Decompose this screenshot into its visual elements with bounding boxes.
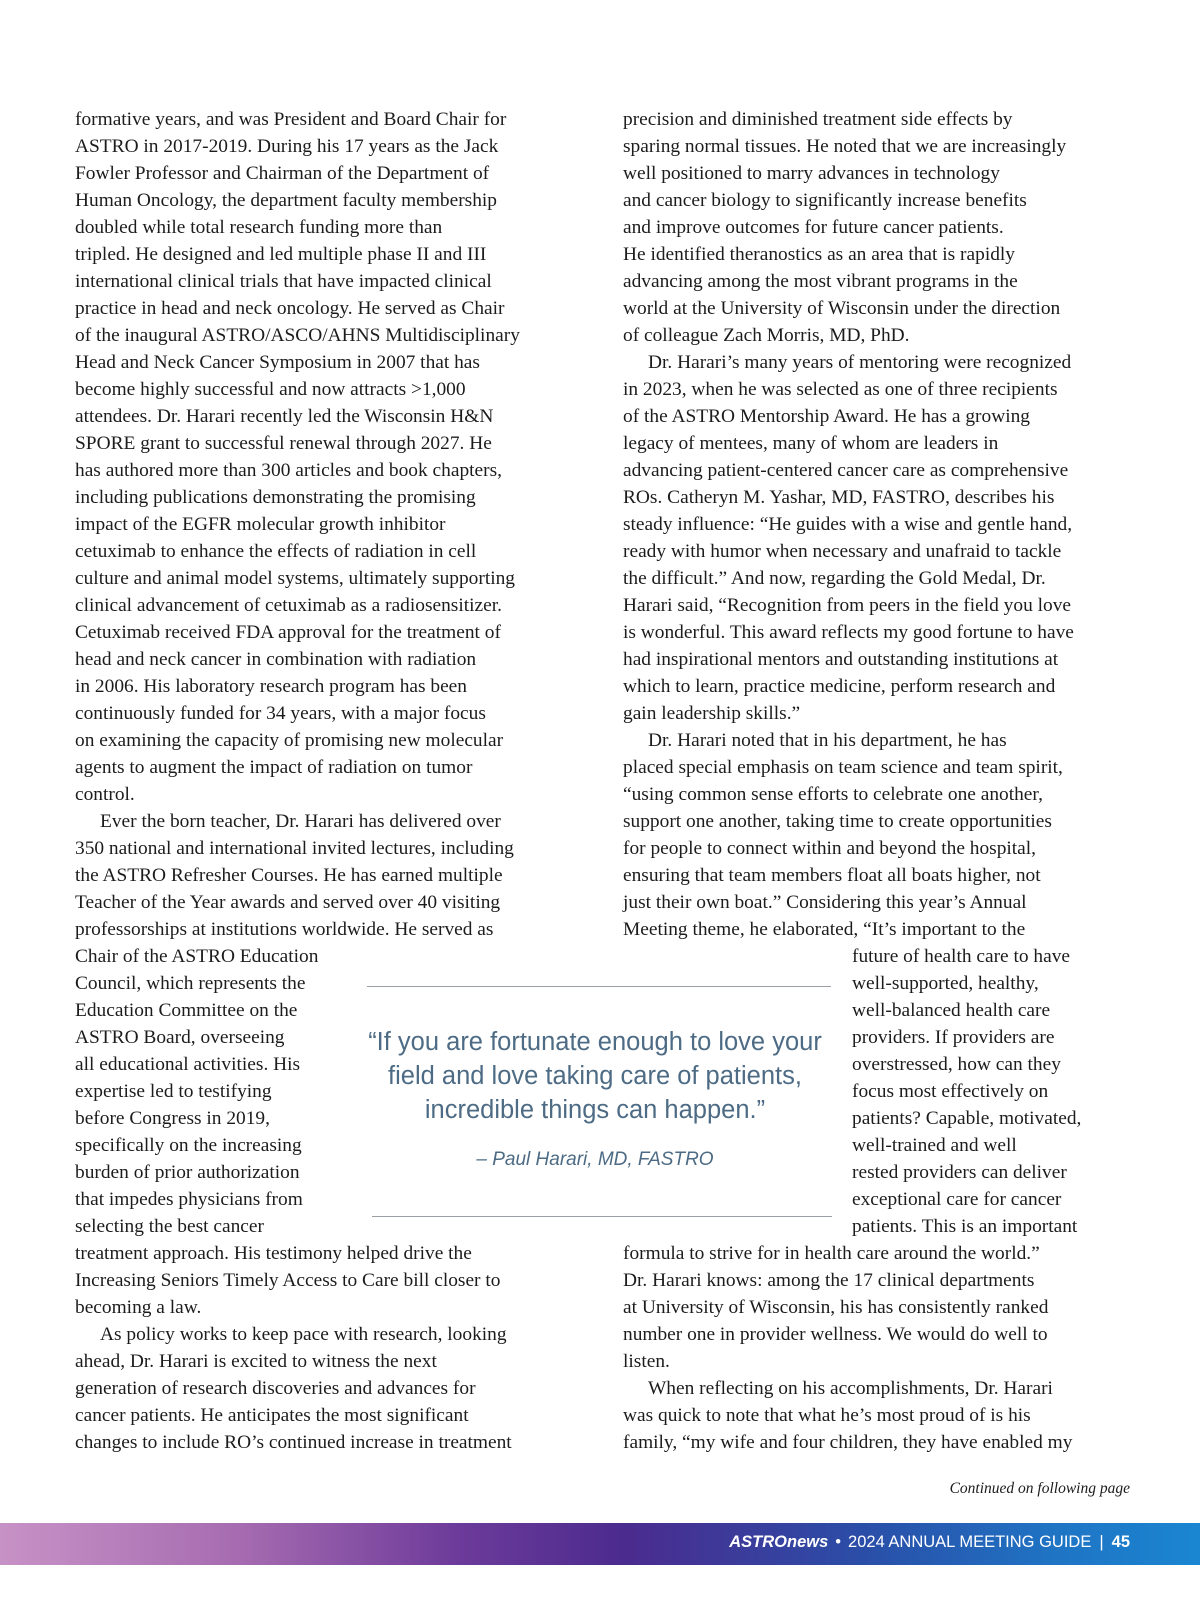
text-line: ensuring that team members float all boats higher, not [623,865,1041,886]
footer-bullet: • [835,1533,842,1551]
text-line: before Congress in 2019, [75,1108,270,1129]
text-line: Dr. Harari noted that in his department, he has [648,730,1007,751]
text-line: ASTRO in 2017-2019. During his 17 years as the Jack [75,136,499,157]
footer-divider: | [1099,1533,1104,1551]
text-line: in 2023, when he was selected as one of three recipients [623,379,1058,400]
text-line: gain leadership skills.” [623,703,801,724]
text-line: and improve outcomes for future cancer patients. [623,217,1004,238]
text-line: family, “my wife and four children, they have enabled my [623,1432,1073,1453]
text-line: He identified theranostics as an area that is rapidly [623,244,1015,265]
text-line: changes to include RO’s continued increase in treatment [75,1432,512,1453]
text-line: control. [75,784,135,805]
text-line: Teacher of the Year awards and served over 40 visiting [75,892,501,913]
text-line: number one in provider wellness. We would do well to [623,1324,1048,1345]
text-line: steady influence: “He guides with a wise and gentle hand, [623,514,1073,535]
text-line: for people to connect within and beyond the hospital, [623,838,1037,859]
text-line: providers. If providers are [852,1027,1055,1048]
text-line: which to learn, practice medicine, perform research and [623,676,1056,697]
text-line: on examining the capacity of promising new molecular [75,730,504,751]
text-line: specifically on the increasing [75,1135,302,1156]
text-line: formative years, and was President and Board Chair for [75,109,507,130]
text-line: the difficult.” And now, regarding the Gold Medal, Dr. [623,568,1046,589]
text-line: at University of Wisconsin, his has consistently ranked [623,1297,1049,1318]
text-line: focus most effectively on [852,1081,1049,1102]
text-line: formula to strive for in health care around the world.” [623,1243,1040,1264]
text-line: exceptional care for cancer [852,1189,1062,1210]
text-line: When reflecting on his accomplishments, Dr. Harari [648,1378,1053,1399]
text-line: the ASTRO Refresher Courses. He has earned multiple [75,865,503,886]
text-line: continuously funded for 34 years, with a major focus [75,703,486,724]
text-line: in 2006. His laboratory research program has been [75,676,467,697]
text-line: attendees. Dr. Harari recently led the Wisconsin H&N [75,406,494,427]
text-line: world at the University of Wisconsin under the direction [623,298,1061,319]
text-line: impact of the EGFR molecular growth inhibitor [75,514,446,535]
footer [729,1533,1130,1552]
text-line: selecting the best cancer [75,1216,264,1237]
text-line: international clinical trials that have impacted clinical [75,271,492,292]
footer-publication: 2024 ANNUAL MEETING GUIDE [848,1533,1092,1551]
text-line: cetuximab to enhance the effects of radiation in cell [75,541,477,562]
text-line: cancer patients. He anticipates the most significant [75,1405,469,1426]
text-line: treatment approach. His testimony helped drive the [75,1243,472,1264]
text-line: tripled. He designed and led multiple phase II and III [75,244,487,265]
text-line: ready with humor when necessary and unafraid to tackle [623,541,1062,562]
text-line: ROs. Catheryn M. Yashar, MD, FASTRO, describes his [623,487,1055,508]
continued-note: Continued on following page [949,1480,1130,1497]
pull-quote-line: incredible things can happen.” [424,1096,766,1124]
text-line: and cancer biology to significantly increase benefits [623,190,1027,211]
text-line: 350 national and international invited lectures, including [75,838,514,859]
text-line: practice in head and neck oncology. He served as Chair [75,298,505,319]
text-line: head and neck cancer in combination with radiation [75,649,477,670]
text-line: has authored more than 300 articles and book chapters, [75,460,502,481]
text-line: legacy of mentees, many of whom are leaders in [623,433,999,454]
text-line: expertise led to testifying [75,1081,272,1102]
text-line: ahead, Dr. Harari is excited to witness the next [75,1351,437,1372]
page-number: 45 [1111,1533,1130,1551]
text-line: was quick to note that what he’s most proud of is his [623,1405,1031,1426]
text-line: including publications demonstrating the promising [75,487,476,508]
text-line: become highly successful and now attracts >1,000 [75,379,466,400]
text-line: of the ASTRO Mentorship Award. He has a growing [623,406,1030,427]
text-line: Meeting theme, he elaborated, “It’s important to the [623,919,1026,940]
text-line: clinical advancement of cetuximab as a radiosensitizer. [75,595,502,616]
text-line: becoming a law. [75,1297,202,1318]
text-line: professorships at institutions worldwide. He served as [75,919,494,940]
text-line: Head and Neck Cancer Symposium in 2007 that has [75,352,480,373]
text-line: sparing normal tissues. He noted that we are increasingly [623,136,1067,157]
text-line: Dr. Harari knows: among the 17 clinical departments [623,1270,1035,1291]
footer-brand: ASTROnews [729,1533,829,1551]
text-line: patients? Capable, motivated, [852,1108,1082,1129]
pull-quote-line: “If you are fortunate enough to love your [368,1028,822,1056]
pull-quote-top-rule [367,986,831,987]
text-line: Education Committee on the [75,1000,298,1021]
text-line: advancing patient-centered cancer care as comprehensive [623,460,1069,481]
pull-quote-line: field and love taking care of patients, [388,1062,802,1090]
text-line: rested providers can deliver [852,1162,1067,1183]
text-line: well-balanced health care [852,1000,1051,1021]
text-line: generation of research discoveries and advances for [75,1378,476,1399]
text-line: Fowler Professor and Chairman of the Department of [75,163,490,184]
text-line: placed special emphasis on team science and team spirit, [623,757,1063,778]
pull-quote-attribution: – Paul Harari, MD, FASTRO [476,1149,714,1170]
text-line: support one another, taking time to create opportunities [623,811,1052,832]
text-line: Harari said, “Recognition from peers in the field you love [623,595,1072,616]
text-line: culture and animal model systems, ultimately supporting [75,568,515,589]
text-line: advancing among the most vibrant programs in the [623,271,1018,292]
text-line: Cetuximab received FDA approval for the treatment of [75,622,501,643]
text-line: precision and diminished treatment side effects by [623,109,1013,130]
text-line: listen. [623,1351,670,1372]
text-line: future of health care to have [852,946,1071,967]
text-line: As policy works to keep pace with research, looking [100,1324,507,1345]
text-line: Human Oncology, the department faculty membership [75,190,497,211]
text-line: well-trained and well [852,1135,1017,1156]
text-line: doubled while total research funding more than [75,217,443,238]
text-line: all educational activities. His [75,1054,301,1075]
text-line: well positioned to marry advances in technology [623,163,1000,184]
text-line: had inspirational mentors and outstanding institutions at [623,649,1059,670]
text-line: overstressed, how can they [852,1054,1061,1075]
text-line: Ever the born teacher, Dr. Harari has delivered over [100,811,501,832]
text-line: ASTRO Board, overseeing [75,1027,285,1048]
text-line: well-supported, healthy, [852,973,1039,994]
text-line: patients. This is an important [852,1216,1078,1237]
pull-quote-bottom-rule [372,1216,832,1217]
text-line: Increasing Seniors Timely Access to Care bill closer to [75,1270,501,1291]
text-line: burden of prior authorization [75,1162,300,1183]
text-line: just their own boat.” Considering this year’s Annual [623,892,1027,913]
text-line: Chair of the ASTRO Education [75,946,319,967]
text-line: Council, which represents the [75,973,306,994]
text-line: is wonderful. This award reflects my good fortune to have [623,622,1074,643]
text-line: of the inaugural ASTRO/ASCO/AHNS Multidisciplinary [75,325,520,346]
text-line: Dr. Harari’s many years of mentoring were recognized [648,352,1072,373]
text-line: “using common sense efforts to celebrate one another, [623,784,1043,805]
text-line: agents to augment the impact of radiation on tumor [75,757,473,778]
text-line: of colleague Zach Morris, MD, PhD. [623,325,910,346]
text-line: SPORE grant to successful renewal through 2027. He [75,433,492,454]
text-line: that impedes physicians from [75,1189,303,1210]
